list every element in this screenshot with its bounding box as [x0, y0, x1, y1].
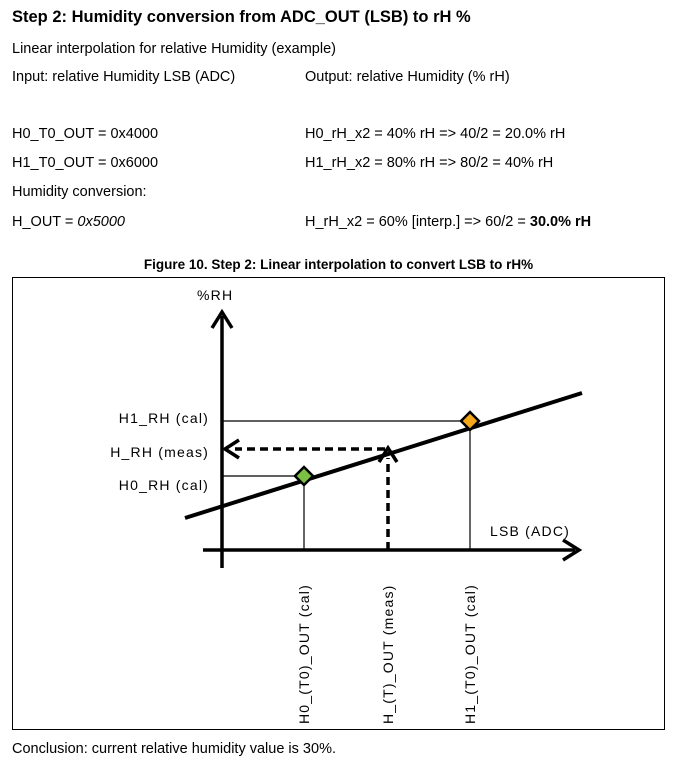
intro-text: Linear interpolation for relative Humidity (example)	[12, 41, 336, 57]
row-h0-input: H0_T0_OUT = 0x4000	[12, 126, 159, 142]
result-input	[12, 214, 125, 230]
result-input-value: 0x5000	[77, 214, 125, 230]
conversion-label: Humidity conversion:	[12, 184, 147, 200]
row-h1-input: H1_T0_OUT = 0x6000	[12, 155, 159, 171]
row-h1-output: H1_rH_x2 = 80% rH => 80/2 = 40% rH	[305, 155, 554, 171]
x-label-h1-cal: H1_(T0)_OUT (cal)	[462, 584, 478, 724]
y-axis-label: %RH	[197, 287, 234, 303]
interpolation-diagram	[13, 278, 666, 731]
y-label-h0-cal: H0_RH (cal)	[118, 477, 209, 493]
input-header: Input: relative Humidity LSB (ADC)	[12, 69, 236, 85]
x-axis-label: LSB (ADC)	[490, 523, 571, 539]
row-h0-output: H0_rH_x2 = 40% rH => 40/2 = 20.0% rH	[305, 126, 566, 142]
output-header: Output: relative Humidity (% rH)	[305, 69, 510, 85]
x-label-h0-cal: H0_(T0)_OUT (cal)	[296, 584, 312, 724]
x-label-h-meas: H_(T)_OUT (meas)	[380, 584, 396, 724]
figure-caption: Figure 10. Step 2: Linear interpolation to convert LSB to rH%	[143, 257, 534, 272]
y-label-h-meas: H_RH (meas)	[110, 444, 209, 460]
result-input-prefix: H_OUT =	[12, 214, 78, 230]
result-output-prefix: H_rH_x2 = 60% [interp.] => 60/2 =	[305, 214, 530, 230]
result-output-value: 30.0% rH	[529, 214, 592, 230]
figure-frame	[12, 277, 665, 730]
y-label-h1-cal: H1_RH (cal)	[118, 410, 209, 426]
section-heading: Step 2: Humidity conversion from ADC_OUT (LSB) to rH %	[12, 8, 471, 26]
result-output	[305, 214, 591, 230]
conclusion-text: Conclusion: current relative humidity value is 30%.	[12, 741, 336, 757]
